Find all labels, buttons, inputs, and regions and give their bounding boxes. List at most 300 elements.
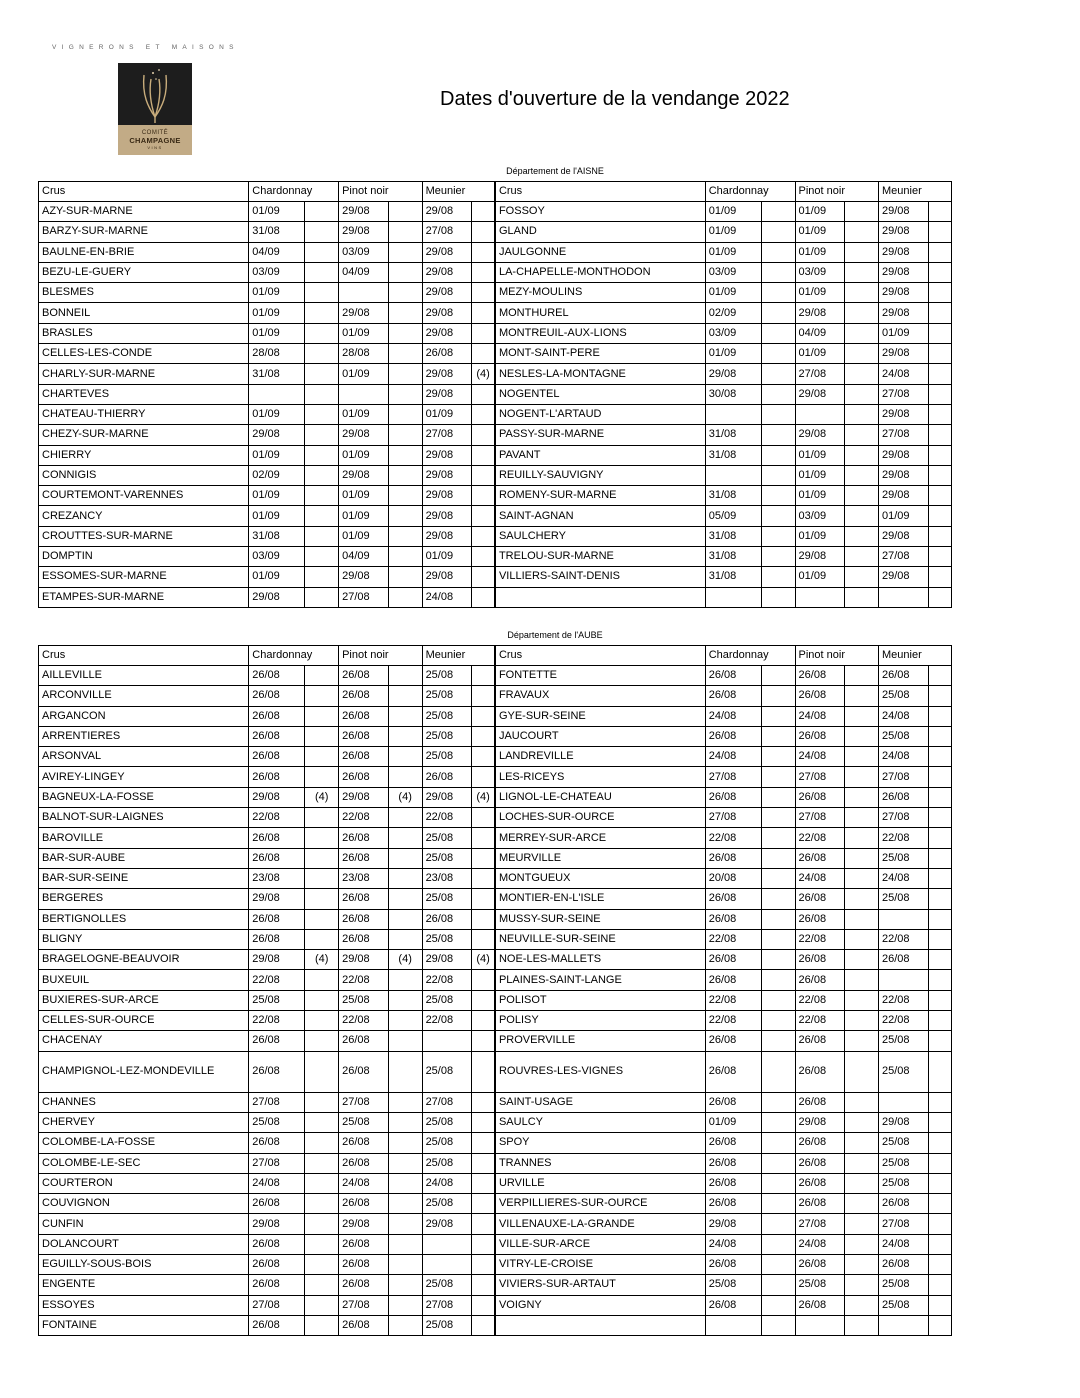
- note-cell: [761, 1051, 795, 1092]
- date-cell: 31/08: [705, 445, 761, 465]
- header-cell: Chardonnay: [705, 646, 795, 666]
- date-cell: 22/08: [339, 970, 389, 990]
- date-cell: 25/08: [879, 1153, 929, 1173]
- logo-text-champagne: CHAMPAGNE: [129, 135, 181, 145]
- date-cell: 27/08: [422, 222, 472, 242]
- note-cell: [472, 1112, 495, 1132]
- note-cell: (4): [388, 950, 422, 970]
- note-cell: [472, 726, 495, 746]
- note-cell: [845, 404, 879, 424]
- date-cell: 22/08: [879, 990, 929, 1010]
- note-cell: [305, 1173, 339, 1193]
- date-cell: 29/08: [339, 303, 389, 323]
- note-cell: [472, 547, 495, 567]
- date-cell: 25/08: [249, 1112, 305, 1132]
- cru-cell: ARGANCON: [39, 706, 249, 726]
- note-cell: [305, 1194, 339, 1214]
- note-cell: [305, 1112, 339, 1132]
- date-cell: 29/08: [879, 567, 929, 587]
- date-cell: 25/08: [879, 726, 929, 746]
- note-cell: [845, 990, 879, 1010]
- note-cell: [472, 1194, 495, 1214]
- note-cell: [305, 465, 339, 485]
- note-cell: [845, 1234, 879, 1254]
- note-cell: [761, 445, 795, 465]
- date-cell: [249, 384, 305, 404]
- note-cell: [761, 1255, 795, 1275]
- date-cell: 26/08: [249, 909, 305, 929]
- date-cell: 29/08: [249, 1214, 305, 1234]
- note-cell: [472, 889, 495, 909]
- note-cell: [928, 404, 951, 424]
- date-cell: 01/09: [339, 364, 389, 384]
- note-cell: [928, 686, 951, 706]
- date-cell: 29/08: [422, 506, 472, 526]
- comite-champagne-logo: [118, 63, 192, 155]
- note-cell: [761, 567, 795, 587]
- date-cell: 01/09: [339, 323, 389, 343]
- date-cell: 29/08: [339, 950, 389, 970]
- note-cell: [305, 404, 339, 424]
- date-cell: 29/08: [879, 344, 929, 364]
- note-cell: [472, 970, 495, 990]
- table-row: [39, 404, 952, 424]
- date-cell: 26/08: [795, 1092, 845, 1112]
- note-cell: [928, 868, 951, 888]
- note-cell: [761, 868, 795, 888]
- date-cell: 03/09: [795, 262, 845, 282]
- date-cell: 26/08: [339, 706, 389, 726]
- note-cell: [928, 1112, 951, 1132]
- date-cell: 26/08: [705, 1194, 761, 1214]
- date-cell: 01/09: [705, 202, 761, 222]
- date-cell: 26/08: [795, 1255, 845, 1275]
- note-cell: [305, 587, 339, 607]
- table-row: [39, 1153, 952, 1173]
- date-cell: 25/08: [795, 1275, 845, 1295]
- note-cell: [472, 747, 495, 767]
- header-cell: Crus: [495, 646, 705, 666]
- cru-cell: SAULCY: [495, 1112, 705, 1132]
- cru-cell: PASSY-SUR-MARNE: [495, 425, 705, 445]
- logo-text-comite: COMITÉ: [141, 129, 169, 136]
- note-cell: [472, 242, 495, 262]
- header-cell: Meunier: [879, 646, 952, 666]
- note-cell: [845, 1194, 879, 1214]
- note-cell: [761, 726, 795, 746]
- note-cell: [928, 1133, 951, 1153]
- note-cell: [305, 1214, 339, 1234]
- note-cell: [928, 726, 951, 746]
- date-cell: 29/08: [879, 404, 929, 424]
- date-cell: 26/08: [879, 666, 929, 686]
- note-cell: [305, 1315, 339, 1335]
- cru-cell: COLOMBE-LE-SEC: [39, 1153, 249, 1173]
- note-cell: [928, 666, 951, 686]
- note-cell: [845, 828, 879, 848]
- note-cell: [388, 1112, 422, 1132]
- cru-cell: BRAGELOGNE-BEAUVOIR: [39, 950, 249, 970]
- cru-cell: MONTGUEUX: [495, 868, 705, 888]
- table-row: [39, 706, 952, 726]
- cru-cell: MONTIER-EN-L'ISLE: [495, 889, 705, 909]
- date-cell: 26/08: [705, 1133, 761, 1153]
- date-cell: 29/08: [422, 526, 472, 546]
- note-cell: [845, 486, 879, 506]
- date-cell: 25/08: [879, 1173, 929, 1193]
- date-cell: 22/08: [249, 1011, 305, 1031]
- note-cell: [928, 465, 951, 485]
- table-row: [39, 506, 952, 526]
- date-cell: [422, 1031, 472, 1051]
- cru-cell: EGUILLY-SOUS-BOIS: [39, 1255, 249, 1275]
- date-cell: 29/08: [422, 242, 472, 262]
- table-row: [39, 1295, 952, 1315]
- note-cell: [761, 303, 795, 323]
- cru-cell: NOGENTEL: [495, 384, 705, 404]
- note-cell: [845, 868, 879, 888]
- date-cell: 29/08: [422, 567, 472, 587]
- date-cell: 01/09: [249, 323, 305, 343]
- note-cell: [472, 262, 495, 282]
- note-cell: [388, 567, 422, 587]
- date-cell: 26/08: [879, 787, 929, 807]
- date-cell: 24/08: [422, 587, 472, 607]
- date-cell: 26/08: [339, 1194, 389, 1214]
- date-cell: 24/08: [879, 1234, 929, 1254]
- date-cell: 01/09: [795, 486, 845, 506]
- date-cell: 25/08: [422, 666, 472, 686]
- note-cell: [305, 283, 339, 303]
- note-cell: [305, 1092, 339, 1112]
- note-cell: [305, 262, 339, 282]
- table-row: [39, 1133, 952, 1153]
- note-cell: [761, 262, 795, 282]
- table-row: [39, 909, 952, 929]
- table-row: [39, 567, 952, 587]
- note-cell: [388, 445, 422, 465]
- date-cell: 26/08: [795, 1295, 845, 1315]
- note-cell: [845, 706, 879, 726]
- note-cell: [388, 222, 422, 242]
- date-cell: 22/08: [422, 1011, 472, 1031]
- note-cell: [845, 425, 879, 445]
- table-row: [39, 828, 952, 848]
- cru-cell: JAULGONNE: [495, 242, 705, 262]
- table-row: [39, 323, 952, 343]
- note-cell: [472, 1133, 495, 1153]
- cru-cell: COURTEMONT-VARENNES: [39, 486, 249, 506]
- table-row: [39, 1234, 952, 1254]
- note-cell: [845, 222, 879, 242]
- date-cell: 26/08: [705, 1173, 761, 1193]
- date-cell: 27/08: [879, 808, 929, 828]
- note-cell: [388, 364, 422, 384]
- date-cell: 01/09: [422, 547, 472, 567]
- date-cell: 22/08: [705, 929, 761, 949]
- date-cell: 27/08: [339, 1092, 389, 1112]
- cru-cell: REUILLY-SAUVIGNY: [495, 465, 705, 485]
- note-cell: [845, 808, 879, 828]
- note-cell: [472, 567, 495, 587]
- note-cell: [761, 909, 795, 929]
- date-cell: 25/08: [879, 1133, 929, 1153]
- date-cell: 25/08: [879, 848, 929, 868]
- note-cell: [928, 202, 951, 222]
- note-cell: (4): [472, 364, 495, 384]
- note-cell: [388, 706, 422, 726]
- date-cell: 29/08: [795, 1112, 845, 1132]
- note-cell: [388, 1315, 422, 1335]
- cru-cell: CELLES-LES-CONDE: [39, 344, 249, 364]
- cru-cell: FRAVAUX: [495, 686, 705, 706]
- date-cell: 29/08: [879, 222, 929, 242]
- cru-cell: CHIERRY: [39, 445, 249, 465]
- date-cell: 26/08: [249, 828, 305, 848]
- cru-cell: PAVANT: [495, 445, 705, 465]
- note-cell: [761, 1092, 795, 1112]
- date-cell: 27/08: [422, 425, 472, 445]
- note-cell: [388, 686, 422, 706]
- note-cell: [928, 970, 951, 990]
- table-row: [39, 384, 952, 404]
- cru-cell: SAINT-USAGE: [495, 1092, 705, 1112]
- date-cell: 26/08: [705, 970, 761, 990]
- aube-table: [38, 645, 952, 1336]
- date-cell: 29/08: [879, 1112, 929, 1132]
- date-cell: 29/08: [422, 262, 472, 282]
- note-cell: [761, 425, 795, 445]
- date-cell: [705, 465, 761, 485]
- date-cell: 01/09: [705, 283, 761, 303]
- date-cell: 26/08: [339, 909, 389, 929]
- table-row: [39, 262, 952, 282]
- date-cell: 26/08: [339, 1234, 389, 1254]
- date-cell: 30/08: [705, 384, 761, 404]
- date-cell: 27/08: [422, 1295, 472, 1315]
- table-row: [39, 425, 952, 445]
- note-cell: [845, 889, 879, 909]
- note-cell: [388, 1234, 422, 1254]
- date-cell: 25/08: [422, 686, 472, 706]
- note-cell: [305, 1011, 339, 1031]
- note-cell: [388, 526, 422, 546]
- header-cell: Pinot noir: [339, 182, 422, 202]
- date-cell: 23/08: [249, 868, 305, 888]
- date-cell: 29/08: [339, 465, 389, 485]
- date-cell: 25/08: [879, 1295, 929, 1315]
- note-cell: [305, 808, 339, 828]
- note-cell: [761, 283, 795, 303]
- note-cell: [761, 889, 795, 909]
- note-cell: [761, 242, 795, 262]
- note-cell: [845, 567, 879, 587]
- note-cell: [761, 1011, 795, 1031]
- table-row: [39, 747, 952, 767]
- cru-cell: CHACENAY: [39, 1031, 249, 1051]
- note-cell: [761, 767, 795, 787]
- date-cell: 27/08: [879, 384, 929, 404]
- logo-text-vins: VINS: [147, 145, 163, 151]
- note-cell: [388, 323, 422, 343]
- table-row: [39, 1051, 952, 1092]
- date-cell: 27/08: [795, 808, 845, 828]
- date-cell: 26/08: [879, 950, 929, 970]
- cru-cell: MONTHUREL: [495, 303, 705, 323]
- date-cell: 29/08: [879, 242, 929, 262]
- note-cell: [388, 726, 422, 746]
- date-cell: 24/08: [879, 868, 929, 888]
- cru-cell: PLAINES-SAINT-LANGE: [495, 970, 705, 990]
- note-cell: [472, 828, 495, 848]
- note-cell: [388, 990, 422, 1010]
- date-cell: 27/08: [795, 364, 845, 384]
- date-cell: 25/08: [422, 726, 472, 746]
- date-cell: 29/08: [422, 950, 472, 970]
- date-cell: 24/08: [705, 706, 761, 726]
- note-cell: [761, 506, 795, 526]
- date-cell: 31/08: [705, 567, 761, 587]
- note-cell: [305, 526, 339, 546]
- note-cell: [928, 808, 951, 828]
- note-cell: [761, 323, 795, 343]
- note-cell: [928, 1214, 951, 1234]
- note-cell: [928, 990, 951, 1010]
- note-cell: [928, 1173, 951, 1193]
- note-cell: [305, 1133, 339, 1153]
- date-cell: 01/09: [249, 404, 305, 424]
- cru-cell: SAINT-AGNAN: [495, 506, 705, 526]
- header-cell: Meunier: [422, 182, 495, 202]
- note-cell: [472, 767, 495, 787]
- date-cell: 01/09: [879, 506, 929, 526]
- date-cell: 22/08: [422, 970, 472, 990]
- table-row: [39, 1255, 952, 1275]
- cru-cell: GLAND: [495, 222, 705, 242]
- date-cell: 29/08: [422, 486, 472, 506]
- table-row: [39, 547, 952, 567]
- date-cell: 29/08: [422, 787, 472, 807]
- header-cell: Pinot noir: [795, 646, 878, 666]
- date-cell: [705, 587, 761, 607]
- table-row: [39, 344, 952, 364]
- date-cell: 24/08: [795, 747, 845, 767]
- note-cell: [761, 404, 795, 424]
- note-cell: [305, 828, 339, 848]
- date-cell: 26/08: [795, 726, 845, 746]
- date-cell: 27/08: [339, 1295, 389, 1315]
- date-cell: 27/08: [249, 1092, 305, 1112]
- note-cell: [845, 547, 879, 567]
- note-cell: [761, 1153, 795, 1173]
- note-cell: [761, 384, 795, 404]
- note-cell: [928, 706, 951, 726]
- note-cell: [305, 1234, 339, 1254]
- date-cell: 22/08: [339, 1011, 389, 1031]
- note-cell: [472, 283, 495, 303]
- cru-cell: DOMPTIN: [39, 547, 249, 567]
- note-cell: [761, 486, 795, 506]
- date-cell: 26/08: [705, 1031, 761, 1051]
- note-cell: [305, 1275, 339, 1295]
- note-cell: [845, 445, 879, 465]
- note-cell: [845, 1092, 879, 1112]
- date-cell: 26/08: [795, 1133, 845, 1153]
- cru-cell: [495, 1315, 705, 1335]
- note-cell: [761, 848, 795, 868]
- date-cell: 04/09: [339, 547, 389, 567]
- note-cell: [472, 1173, 495, 1193]
- date-cell: 29/08: [249, 587, 305, 607]
- note-cell: [845, 262, 879, 282]
- header-cell: Meunier: [422, 646, 495, 666]
- note-cell: [761, 547, 795, 567]
- note-cell: [928, 526, 951, 546]
- note-cell: [388, 587, 422, 607]
- note-cell: [305, 1031, 339, 1051]
- date-cell: 26/08: [339, 1133, 389, 1153]
- date-cell: 26/08: [795, 1194, 845, 1214]
- note-cell: [928, 1255, 951, 1275]
- date-cell: 22/08: [879, 828, 929, 848]
- date-cell: 31/08: [705, 486, 761, 506]
- date-cell: 29/08: [705, 1214, 761, 1234]
- note-cell: [928, 767, 951, 787]
- table-row: [39, 364, 952, 384]
- date-cell: 25/08: [422, 1133, 472, 1153]
- note-cell: [928, 1031, 951, 1051]
- note-cell: [388, 828, 422, 848]
- cru-cell: BARZY-SUR-MARNE: [39, 222, 249, 242]
- note-cell: [305, 706, 339, 726]
- date-cell: 31/08: [705, 526, 761, 546]
- date-cell: 24/08: [879, 747, 929, 767]
- cru-cell: TRANNES: [495, 1153, 705, 1173]
- cru-cell: VILLE-SUR-ARCE: [495, 1234, 705, 1254]
- note-cell: [845, 929, 879, 949]
- date-cell: 01/09: [339, 506, 389, 526]
- date-cell: 26/08: [422, 909, 472, 929]
- note-cell: [928, 486, 951, 506]
- note-cell: [928, 1295, 951, 1315]
- date-cell: 29/08: [339, 567, 389, 587]
- date-cell: 01/09: [339, 445, 389, 465]
- table-row: [39, 1031, 952, 1051]
- date-cell: 25/08: [879, 686, 929, 706]
- date-cell: 26/08: [795, 909, 845, 929]
- note-cell: [472, 929, 495, 949]
- date-cell: 26/08: [249, 1315, 305, 1335]
- note-cell: [928, 283, 951, 303]
- note-cell: [472, 666, 495, 686]
- note-cell: [305, 486, 339, 506]
- note-cell: [845, 1153, 879, 1173]
- date-cell: 26/08: [339, 666, 389, 686]
- date-cell: 01/09: [249, 506, 305, 526]
- note-cell: [845, 303, 879, 323]
- date-cell: 26/08: [879, 1255, 929, 1275]
- date-cell: 25/08: [422, 1153, 472, 1173]
- note-cell: [845, 506, 879, 526]
- date-cell: 25/08: [422, 1112, 472, 1132]
- cru-cell: ARRENTIERES: [39, 726, 249, 746]
- brand-tagline: VIGNERONS ET MAISONS: [52, 44, 239, 51]
- date-cell: 22/08: [795, 1011, 845, 1031]
- date-cell: 25/08: [422, 889, 472, 909]
- date-cell: [879, 1315, 929, 1335]
- date-cell: 27/08: [879, 425, 929, 445]
- date-cell: 26/08: [705, 950, 761, 970]
